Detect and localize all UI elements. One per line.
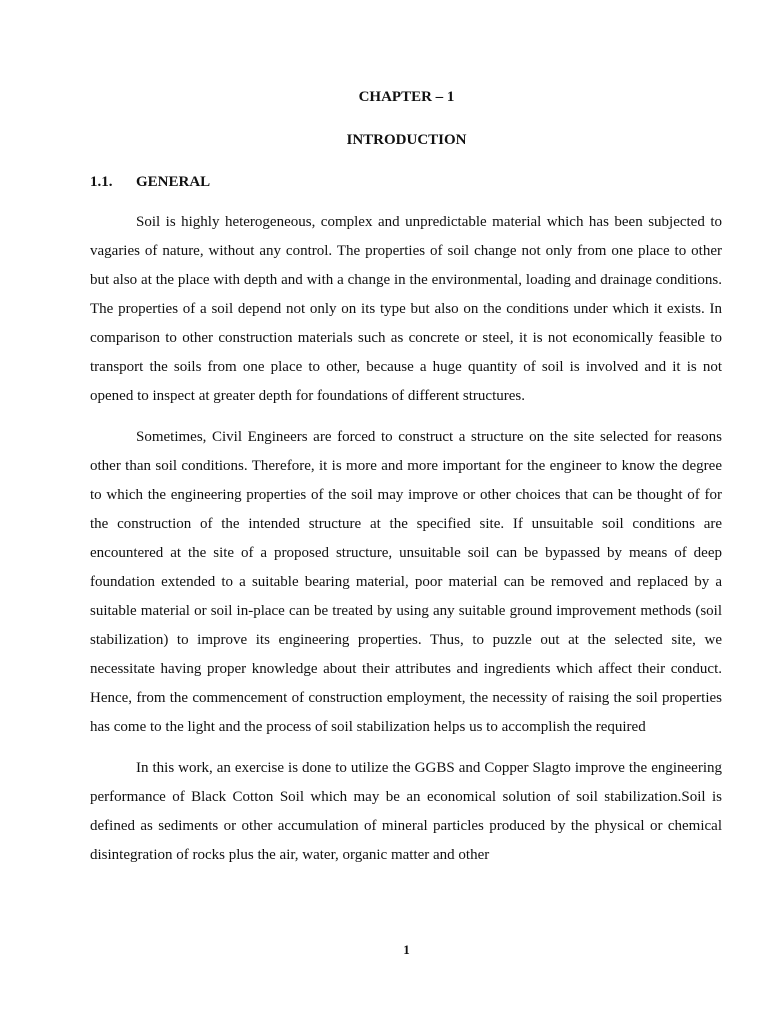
body-text <box>90 208 722 882</box>
chapter-title: INTRODUCTION <box>346 132 467 148</box>
paragraph-1: Soil is highly heterogeneous, complex and unpredictable material which has been subjected to vagaries of nature, without any control. The properties of soil change not only from one place to other but also at the place with depth and with a change in the environmental, loading and drainage conditions. The properties of a soil depend not only on its type but also on the conditions under which it exists. In comparison to other construction materials such as concrete or steel, it is not economically feasible to transport the soils from one place to other, because a huge quantity of soil is involved and it is not opened to inspect at greater depth for foundations of different structures. <box>90 214 722 404</box>
paragraph-2: Sometimes, Civil Engineers are forced to construct a structure on the site selected for reasons other than soil conditions. Therefore, it is more and more important for the engineer to know the degree to which the engineering properties of the soil may improve or other choices that can be thought of for the construction of the intended structure at the specified site. If unsuitable soil conditions are encountered at the site of a proposed structure, unsuitable soil can be bypassed by means of deep foundation extended to a suitable bearing material, poor material can be removed and replaced by a suitable material or soil in-place can be treated by using any suitable ground improvement methods (soil stabilization) to improve its engineering properties. Thus, to puzzle out at the selected site, we necessitate having proper knowledge about their attributes and ingredients which affect their conduct. Hence, from the commencement of construction employment, the necessity of raising the soil properties has come to the light and the process of soil stabilization helps us to accomplish the required <box>90 429 722 735</box>
section-number: 1.1. <box>90 174 113 190</box>
paragraph-3: In this work, an exercise is done to utilize the GGBS and Copper Slagto improve the engineering performance of Black Cotton Soil which may be an economical solution of soil stabilization.Soil is defined as sediments or other accumulation of mineral particles produced by the physical or chemical disintegration of rocks plus the air, water, organic matter and other <box>90 760 722 863</box>
chapter-label: CHAPTER – 1 <box>358 89 455 105</box>
section-title: GENERAL <box>136 174 211 190</box>
page-number: 1 <box>403 942 410 957</box>
section-heading <box>90 172 210 192</box>
